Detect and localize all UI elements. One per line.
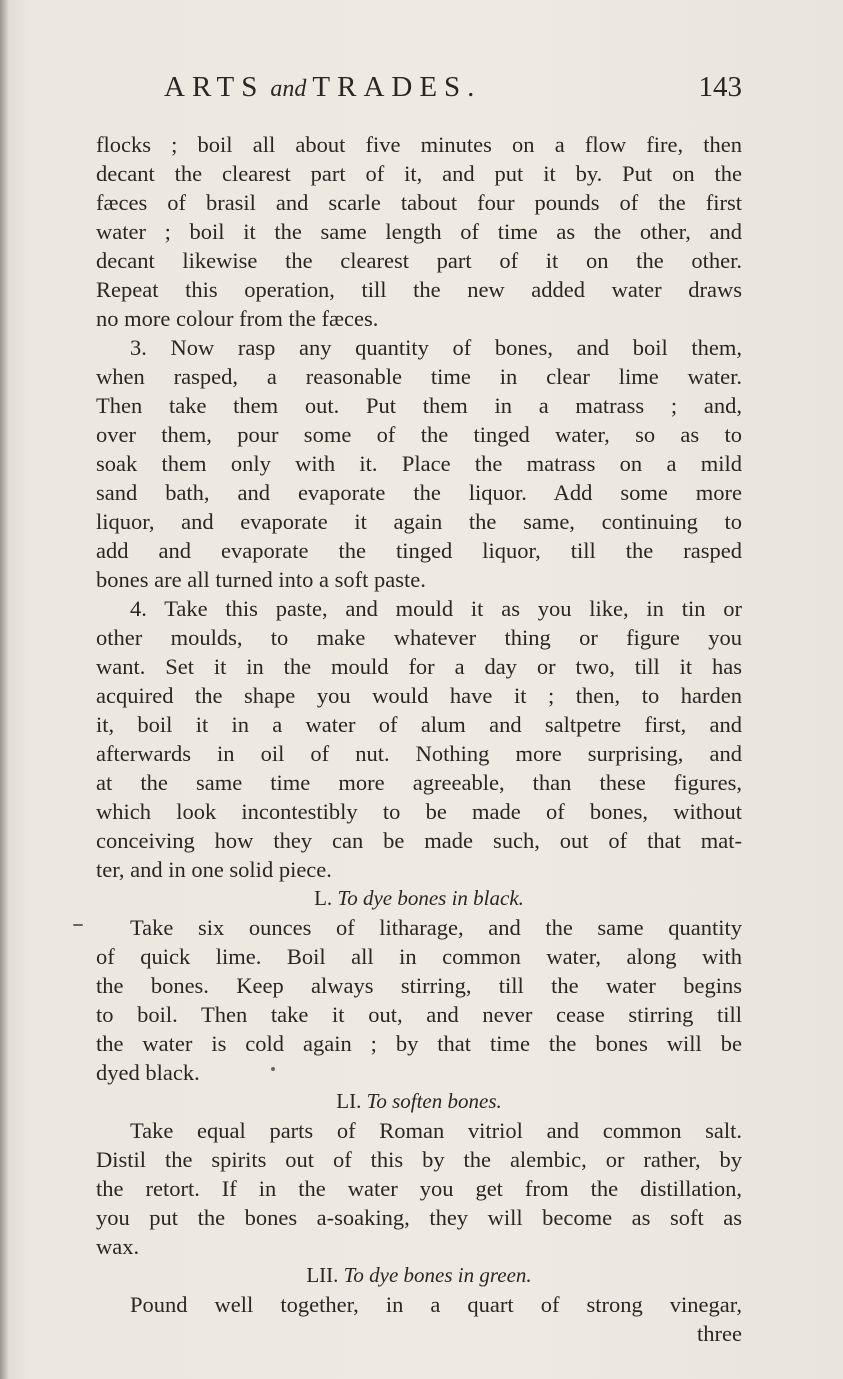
running-title xyxy=(164,66,481,110)
text-line: add and evaporate the tinged liquor, till the rasped xyxy=(96,538,742,563)
section-heading-LI xyxy=(96,1087,742,1116)
text-line: Pound well together, in a quart of strong vinegar, xyxy=(130,1292,742,1317)
text-line: Take equal parts of Roman vitriol and common salt. xyxy=(130,1118,742,1143)
heading-numeral: L. xyxy=(314,886,333,910)
text-line: ter, and in one solid piece. xyxy=(96,857,332,882)
heading-title: To dye bones in green. xyxy=(343,1263,532,1287)
catchword: three xyxy=(697,1321,742,1346)
title-left: ARTS xyxy=(164,71,265,103)
text-line: Distil the spirits out of this by the alembic, or rather, by xyxy=(96,1147,742,1172)
paragraph-6 xyxy=(96,1290,742,1319)
title-connector: and xyxy=(270,76,307,102)
text-line: afterwards in oil of nut. Nothing more surprising, and xyxy=(96,741,742,766)
text-line: Repeat this operation, till the new added water draws xyxy=(96,277,742,302)
text-line: which look incontestibly to be made of bones, without xyxy=(96,799,742,824)
text-line: soak them only with it. Place the matrass on a mild xyxy=(96,451,742,476)
text-line: 4. Take this paste, and mould it as you like, in tin or xyxy=(130,596,742,621)
heading-numeral: LII. xyxy=(306,1263,339,1287)
text-line: the retort. If in the water you get from the distillation, xyxy=(96,1176,742,1201)
text-line: to boil. Then take it out, and never cease stirring till xyxy=(96,1002,742,1027)
text-line: bones are all turned into a soft paste. xyxy=(96,567,426,592)
text-line: conceiving how they can be made such, out of that mat- xyxy=(96,828,742,853)
text-block xyxy=(96,130,742,1348)
paragraph-2 xyxy=(96,333,742,594)
text-line: Then take them out. Put them in a matrass ; and, xyxy=(96,393,742,418)
text-line: other moulds, to make whatever thing or figure you xyxy=(96,625,742,650)
text-line: acquired the shape you would have it ; then, to harden xyxy=(96,683,742,708)
text-line: you put the bones a-soaking, they will become as soft as xyxy=(96,1205,742,1230)
page-number: 143 xyxy=(698,71,742,103)
text-line: at the same time more agreeable, than these figures, xyxy=(96,770,742,795)
text-line: liquor, and evaporate it again the same, continuing to xyxy=(96,509,742,534)
heading-numeral: LI. xyxy=(336,1089,362,1113)
text-line: water ; boil it the same length of time as the other, and xyxy=(96,219,742,244)
text-line: of quick lime. Boil all in common water, along with xyxy=(96,944,742,969)
paragraph-5 xyxy=(96,1116,742,1261)
text-line: the bones. Keep always stirring, till the water begins xyxy=(96,973,742,998)
text-line: when rasped, a reasonable time in clear lime water. xyxy=(96,364,742,389)
heading-title: To dye bones in black. xyxy=(337,886,524,910)
heading-title: To soften bones. xyxy=(366,1089,502,1113)
text-line: fæces of brasil and scarle tabout four pounds of the first xyxy=(96,190,742,215)
text-line: sand bath, and evaporate the liquor. Add some more xyxy=(96,480,742,505)
text-line: decant the clearest part of it, and put it by. Put on the xyxy=(96,161,742,186)
section-heading-LII xyxy=(96,1261,742,1290)
text-line: dyed black. xyxy=(96,1060,200,1085)
paragraph-4 xyxy=(96,913,742,1087)
text-line: decant likewise the clearest part of it on the other. xyxy=(96,248,742,273)
text-line: it, boil it in a water of alum and saltpetre first, and xyxy=(96,712,742,737)
text-line: flocks ; boil all about five minutes on a flow fire, then xyxy=(96,132,742,157)
section-heading-L xyxy=(96,884,742,913)
running-header xyxy=(96,66,746,108)
text-line: wax. xyxy=(96,1234,140,1259)
text-line: the water is cold again ; by that time the bones will be xyxy=(96,1031,742,1056)
text-line: Take six ounces of litharage, and the same quantity xyxy=(130,915,742,940)
ink-speck xyxy=(271,1067,275,1071)
gutter-shadow xyxy=(0,0,8,1379)
title-right: TRADES. xyxy=(312,71,482,103)
paragraph-3 xyxy=(96,594,742,884)
text-line: 3. Now rasp any quantity of bones, and boil them, xyxy=(130,335,742,360)
text-line: no more colour from the fæces. xyxy=(96,306,379,331)
text-line: over them, pour some of the tinged water, so as to xyxy=(96,422,742,447)
margin-mark xyxy=(73,924,83,926)
paragraph-1 xyxy=(96,130,742,333)
text-line: want. Set it in the mould for a day or two, till it has xyxy=(96,654,742,679)
